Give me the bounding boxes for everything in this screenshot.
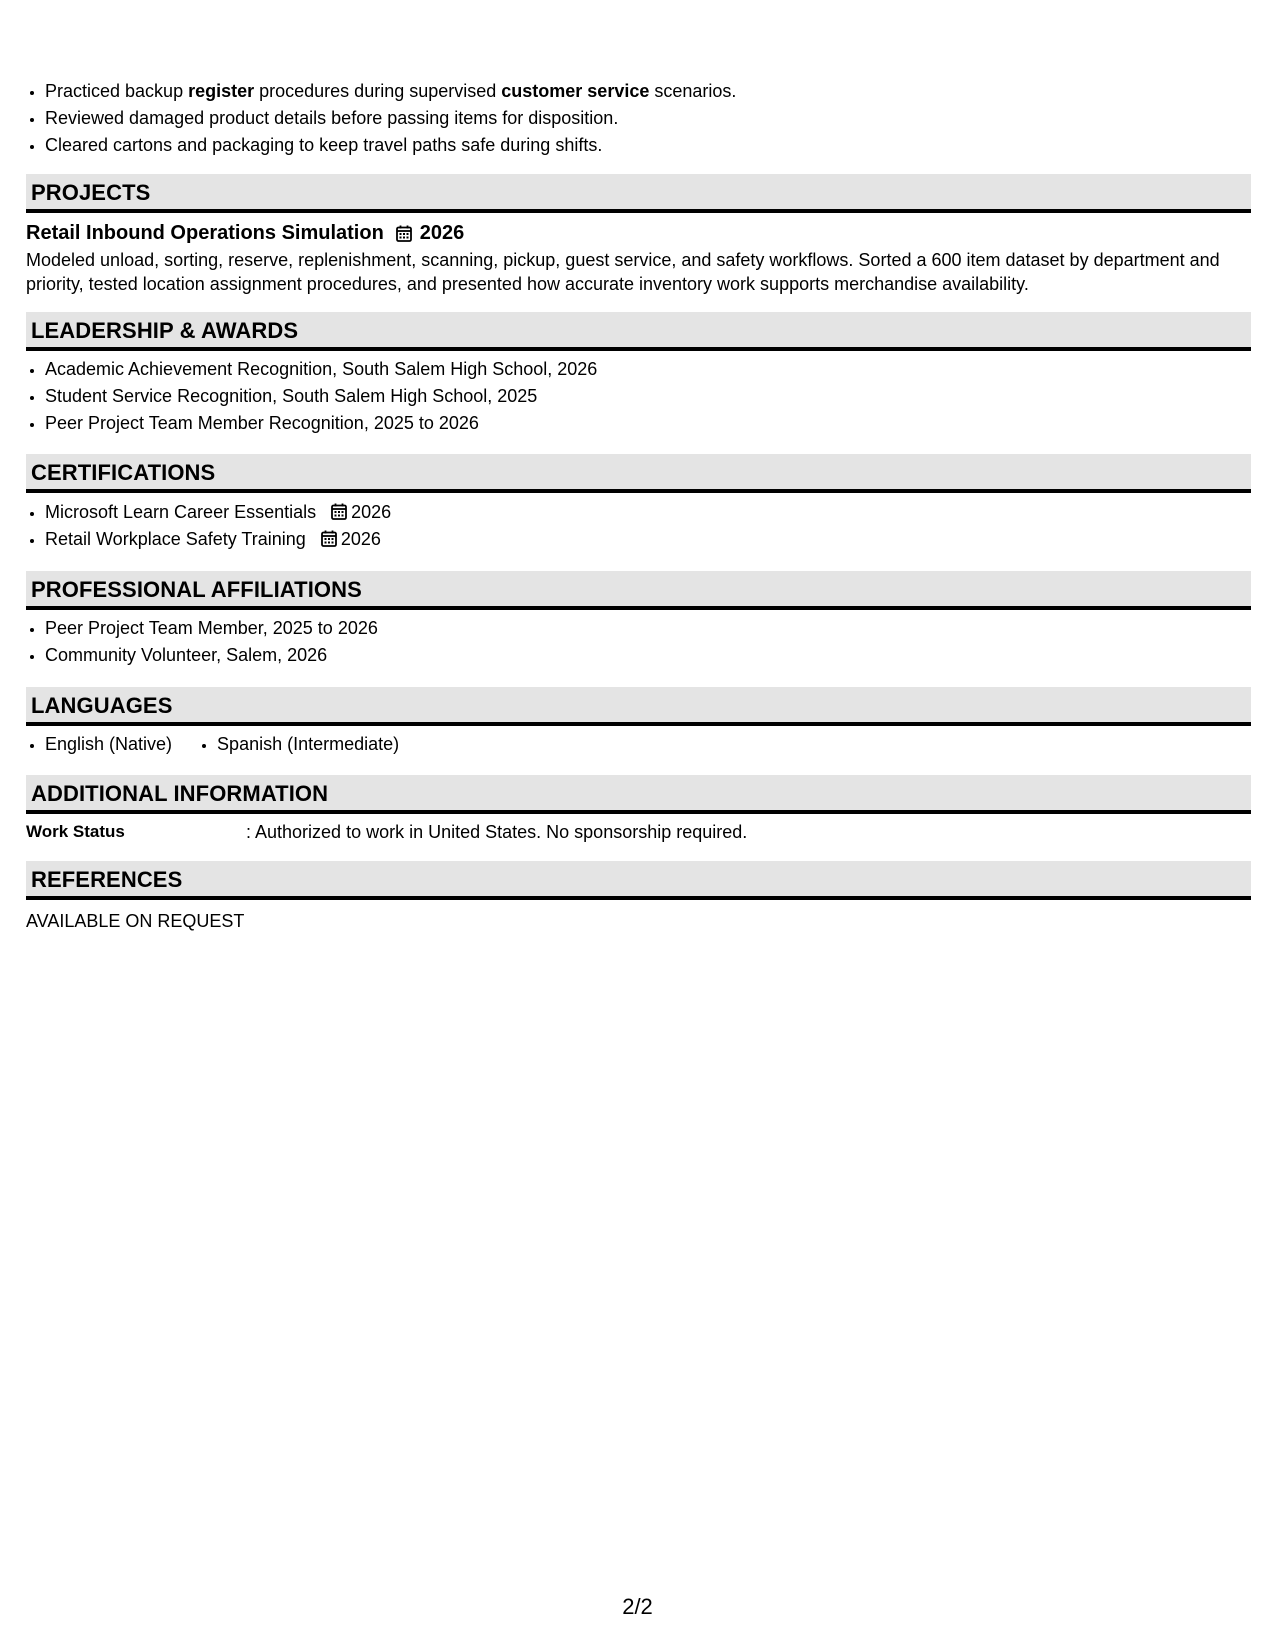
calendar-icon — [331, 503, 347, 520]
certifications-list — [26, 499, 1251, 553]
section-heading-additional: ADDITIONAL INFORMATION — [26, 775, 1251, 814]
section-heading-references: REFERENCES — [26, 861, 1251, 900]
work-status-value: : Authorized to work in United States. No sponsorship required. — [246, 822, 748, 842]
calendar-icon — [321, 530, 337, 547]
section-heading-leadership: LEADERSHIP & AWARDS — [26, 312, 1251, 351]
experience-bullet: • Cleared cartons and packaging to keep travel paths safe during shifts. — [45, 132, 1251, 159]
list-item: • Peer Project Team Member, 2025 to 2026 — [45, 615, 1251, 642]
affiliations-list — [26, 615, 1251, 669]
section-heading-languages: LANGUAGES — [26, 687, 1251, 726]
certification-name: Retail Workplace Safety Training — [45, 529, 306, 549]
experience-bullet: • Practiced backup register procedures during supervised customer service scenarios. — [45, 78, 1251, 105]
project-description: Modeled unload, sorting, reserve, replenishment, scanning, pickup, guest service, and safety workflows. Sorted a 600 item dataset by department and priority, tested location assignment procedures, and presented how accurate inventory work supports merchandise availability. — [26, 250, 1220, 294]
resume-page — [26, 78, 1251, 934]
section-heading-affiliations: PROFESSIONAL AFFILIATIONS — [26, 571, 1251, 610]
work-status-row — [26, 819, 1251, 845]
list-item: • Community Volunteer, Salem, 2026 — [45, 642, 1251, 669]
certification-name: Microsoft Learn Career Essentials — [45, 502, 317, 522]
list-item: • Academic Achievement Recognition, South Salem High School, 2026 — [45, 356, 1251, 383]
experience-bullets — [26, 78, 1251, 159]
page-number: 2/2 — [622, 1594, 653, 1619]
calendar-icon — [396, 225, 412, 242]
section-heading-projects: PROJECTS — [26, 174, 1251, 213]
certification-item — [45, 499, 1251, 526]
certification-item — [45, 526, 1251, 553]
language-item: • English (Native) — [45, 731, 172, 758]
leadership-list — [26, 356, 1251, 437]
project-title: Retail Inbound Operations Simulation — [26, 222, 384, 244]
list-item: • Student Service Recognition, South Salem High School, 2025 — [45, 383, 1251, 410]
languages-row — [26, 731, 1251, 758]
experience-bullet: • Reviewed damaged product details before passing items for disposition. — [45, 105, 1251, 132]
references-text: AVAILABLE ON REQUEST — [26, 911, 245, 931]
language-item: • Spanish (Intermediate) — [217, 731, 399, 758]
certification-date: 2026 — [331, 502, 391, 522]
project-title-row — [26, 219, 1251, 247]
project-date: 2026 — [419, 222, 465, 244]
section-heading-certifications: CERTIFICATIONS — [26, 454, 1251, 493]
list-item: • Peer Project Team Member Recognition, 2025 to 2026 — [45, 410, 1251, 437]
work-status-label: Work Status — [26, 822, 125, 841]
certification-date: 2026 — [321, 529, 381, 549]
